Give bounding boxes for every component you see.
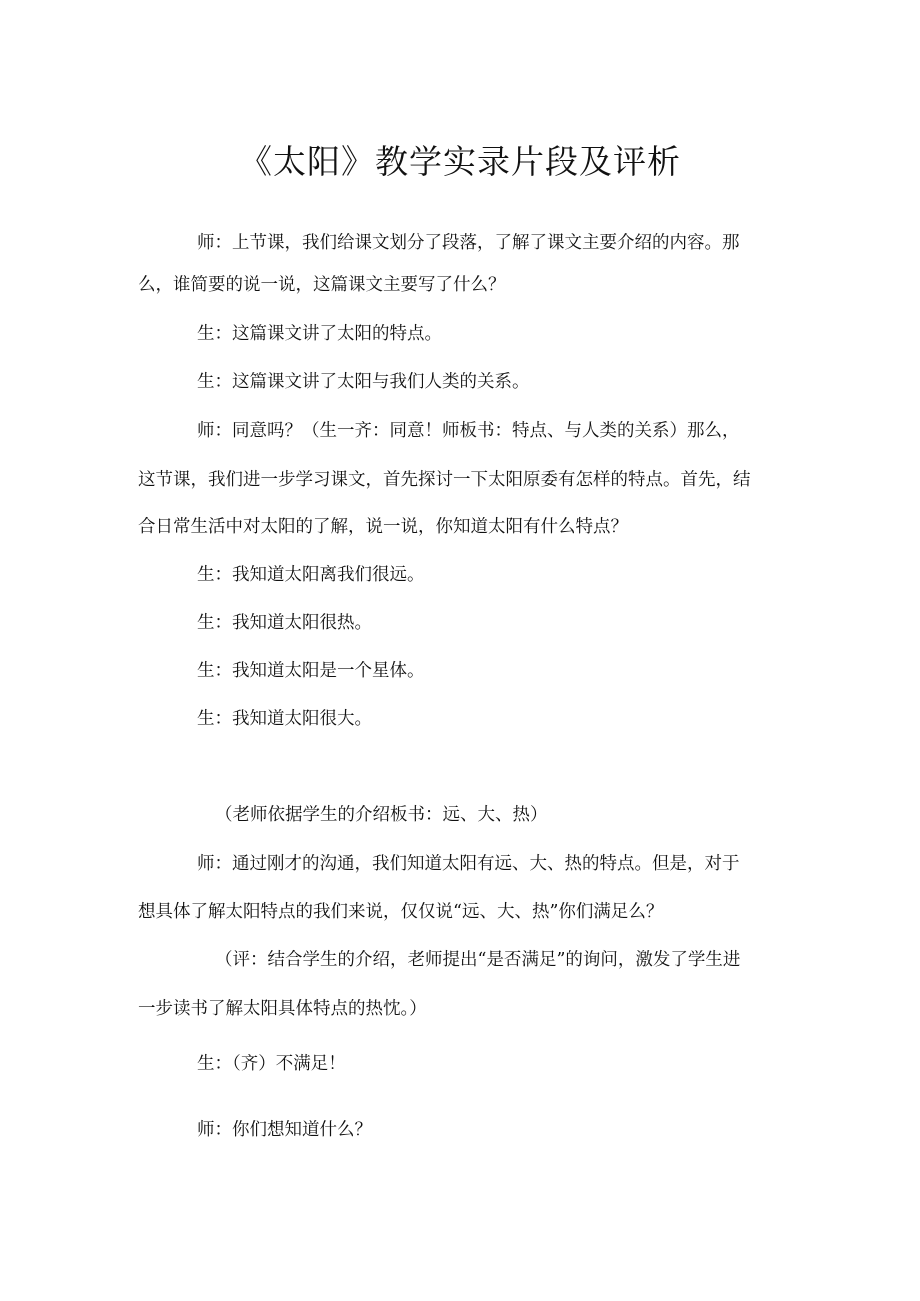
paragraph-line: 生：（齐）不满足！ [197,1054,346,1074]
paragraph-line: 生：这篇课文讲了太阳与我们人类的关系。 [197,372,530,392]
paragraph-line: 师：你们想知道什么？ [197,1120,372,1140]
paragraph-line: 生：我知道太阳离我们很远。 [197,565,425,585]
paragraph-line: 师：上节课，我们给课文划分了段落，了解了课文主要介绍的内容。那 [197,233,740,253]
paragraph-line: （评：结合学生的介绍，老师提出“是否满足”的询问，激发了学生进 [215,950,741,970]
paragraph-line: 生：我知道太阳很大。 [197,709,372,729]
document-title: 《太阳》教学实录片段及评析 [239,142,681,181]
paragraph-line: （老师依据学生的介绍板书：远、大、热） [215,805,548,825]
paragraph-line: 这节课，我们进一步学习课文，首先探讨一下太阳原委有怎样的特点。首先，结 [138,470,751,490]
paragraph-line: 生：我知道太阳很热。 [197,613,372,633]
paragraph-line: 一步读书了解太阳具体特点的热忱。） [138,999,427,1019]
paragraph-line: 么，谁简要的说一说，这篇课文主要写了什么？ [138,275,506,295]
paragraph-line: 师：通过刚才的沟通，我们知道太阳有远、大、热的特点。但是，对于 [197,854,740,874]
paragraph-line: 师：同意吗？（生一齐：同意！师板书：特点、与人类的关系）那么， [197,421,740,441]
paragraph-line: 生：这篇课文讲了太阳的特点。 [197,324,442,344]
paragraph-line: 想具体了解太阳特点的我们来说，仅仅说“远、大、热”你们满足么？ [138,902,664,922]
paragraph-line: 合日常生活中对太阳的了解，说一说，你知道太阳有什么特点？ [138,517,628,537]
paragraph-line: 生：我知道太阳是一个星体。 [197,661,425,681]
